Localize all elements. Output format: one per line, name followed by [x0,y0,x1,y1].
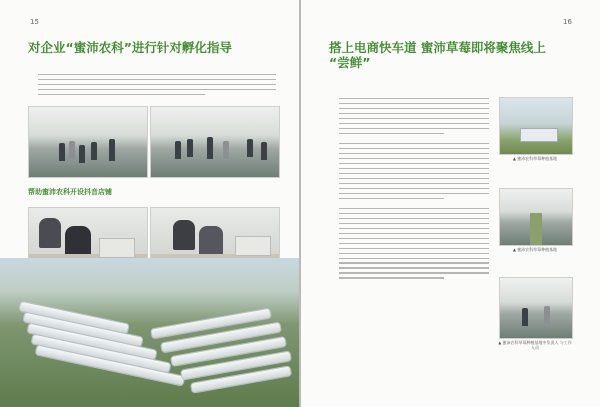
page-number: 16 [563,18,572,26]
page-title: 对企业“蜜沛农科”进行针对孵化指导 [28,40,232,55]
page-title [329,40,594,70]
photo-caption-3: ▲ 蜜沛农科草莓种植基地中负责人 与工作人员 [498,340,572,350]
title-line-1: 搭上电商快车道 蜜沛草莓即将聚焦线上 [329,40,546,55]
photo-caption-1: ▲ 蜜沛农科草莓种植基地 [512,156,558,161]
page-number: 15 [30,18,39,26]
left-page [0,0,299,407]
strawberry-base-staff-photo [499,277,573,339]
strawberry-base-photo-2 [499,188,573,246]
greenhouse-visit-photo [28,106,148,178]
article-body [339,98,489,282]
section-subheading: 帮助蜜沛农科开设抖音店铺 [28,188,112,196]
strawberry-base-photo-1 [499,97,573,155]
aerial-greenhouse-photo [0,258,299,407]
site-inspection-photo [150,106,280,178]
photo-caption-2: ▲ 蜜沛农科草莓种植基地 [512,247,558,252]
intro-paragraph [38,74,276,99]
title-line-2: “尝鲜” [329,55,371,70]
right-page [301,0,600,407]
